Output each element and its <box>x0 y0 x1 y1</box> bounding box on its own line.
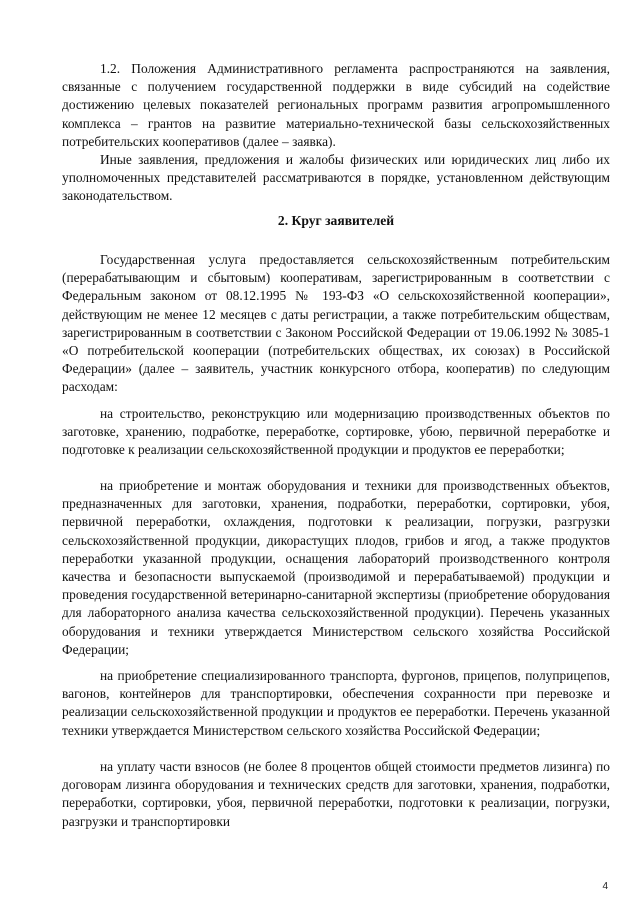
page-number: 4 <box>602 881 608 892</box>
paragraph-applicants: Государственная услуга предоставляется сельскохозяйственным потребительским (перерабатывающим и сбытовым) кооперативам, зарегистрированным в соответствии с Федеральным законом от 08.12.1995 № 193-ФЗ «О сельскохозяйственной кооперации», действующим не менее 12 месяцев с даты регистрации, а также потребительским обществам, зарегистрированным в соответствии с Законом Российской Федерации от 19.06.1992 № 3085-1 «О потребительской кооперации (потребительских обществах, их союзах) в Российской Федерации» (далее – заявитель, участник конкурсного отбора, кооператив) по следующим расходам: <box>62 252 610 395</box>
paragraph-transport-expenses: на приобретение специализированного транспорта, фургонов, прицепов, полуприцепов, вагонов, контейнеров для транспортировки, обеспечения сохранности при перевозке и реализации сельскохозяйственной продукции и продуктов ее переработки. Перечень указанной техники утверждается Министерством сельского хозяйства Российской Федерации; <box>62 668 610 738</box>
paragraph-other-applications: Иные заявления, предложения и жалобы физических или юридических лиц либо их уполномоченных представителей рассматриваются в порядке, установленном действующим законодательством. <box>62 152 610 204</box>
section-heading: 2. Круг заявителей <box>277 213 395 228</box>
paragraph-equipment-expenses: на приобретение и монтаж оборудования и техники для производственных объектов, предназначенных для заготовки, хранения, подработки, переработки, сортировки, убоя, первичной переработки, охлаждения, подготовки к реализации, погрузки, разгрузки сельскохозяйственной продукции, дикорастущих плодов, грибов и ягод, а также продуктов переработки указанной продукции, оснащения лабораторий производственного контроля качества и безопасности выпускаемой (производимой и перерабатываемой) продукции и проведения государственной ветеринарно-санитарной экспертизы (приобретение оборудования для лабораторного анализа качества сельскохозяйственной продукции). Перечень указанных оборудования и техники утверждается Министерством сельского хозяйства Российской Федерации; <box>62 478 610 657</box>
paragraph-regulation-scope: 1.2. Положения Административного регламента распространяются на заявления, связанные с получением государственной поддержки в виде субсидий на содействие достижению целевых показателей региональных программ развития агропромышленного комплекса – грантов на развитие материально-технической базы сельскохозяйственных потребительских кооперативов (далее – заявка). <box>62 61 610 149</box>
paragraph-construction-expenses: на строительство, реконструкцию или модернизацию производственных объектов по заготовке, хранению, подработке, переработке, сортировке, убою, первичной переработке и подготовке к реализации сельскохозяйственной продукции и продуктов ее переработки; <box>62 406 610 458</box>
paragraph-leasing-expenses: на уплату части взносов (не более 8 процентов общей стоимости предметов лизинга) по договорам лизинга оборудования и технических средств для заготовки, хранения, подработки, переработки, сортировки, убоя, первичной переработки, подготовки к реализации, погрузки, разгрузки и транспортировки <box>62 759 610 829</box>
